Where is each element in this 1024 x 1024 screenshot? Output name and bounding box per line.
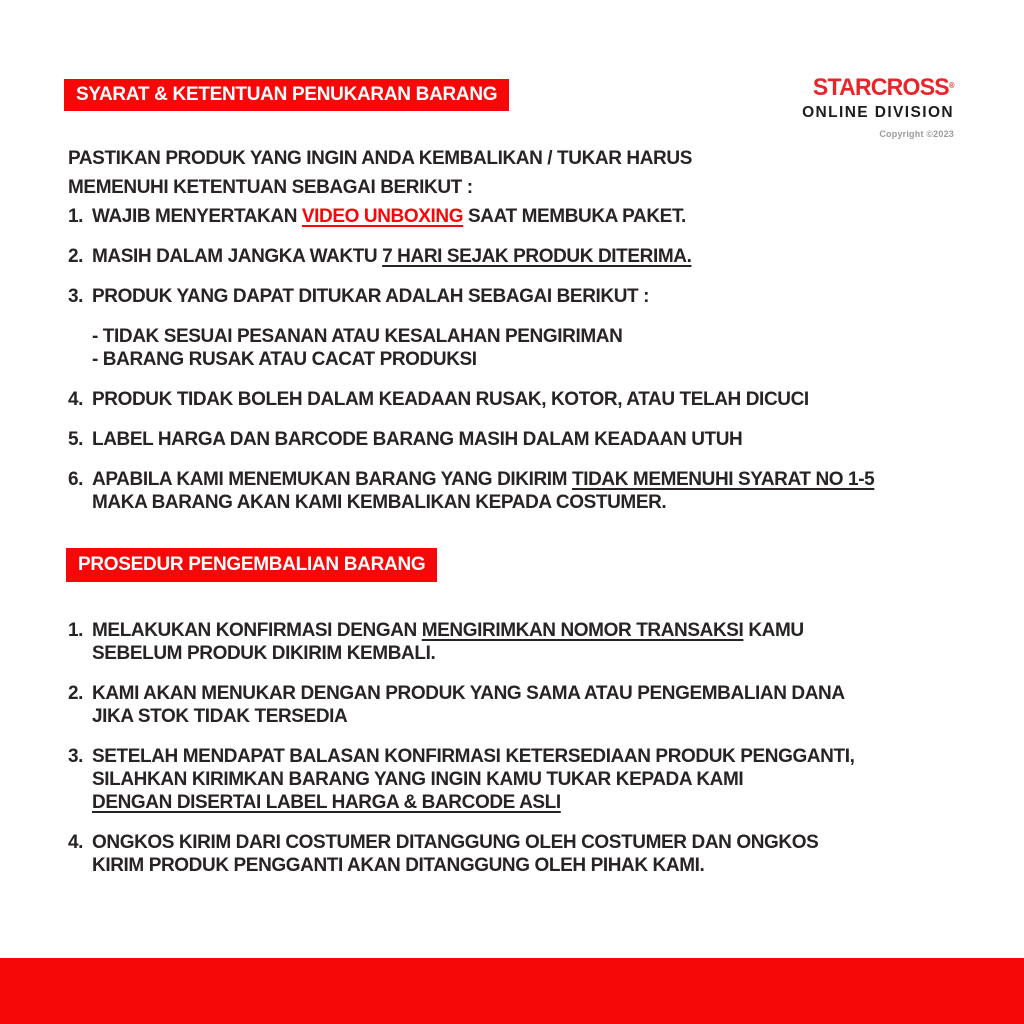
text-line bbox=[92, 831, 854, 854]
list-item bbox=[68, 388, 874, 411]
text-segment: MAKA BARANG AKAN KAMI KEMBALIKAN KEPADA COSTUMER. bbox=[92, 492, 667, 513]
item-number: 1. bbox=[68, 206, 84, 227]
list-item bbox=[68, 619, 854, 665]
text-line bbox=[92, 682, 854, 705]
footer-bar bbox=[0, 958, 1024, 1024]
text-line bbox=[92, 854, 854, 877]
underlined-text: 7 HARI SEJAK PRODUK DITERIMA. bbox=[382, 246, 692, 267]
text-segment: KIRIM PRODUK PENGGANTI AKAN DITANGGUNG OLEH PIHAK KAMI. bbox=[92, 855, 705, 876]
text-line bbox=[92, 428, 874, 451]
text-segment: WAJIB MENYERTAKAN bbox=[92, 206, 302, 227]
list-item bbox=[68, 428, 874, 451]
text-segment: LABEL HARGA DAN BARCODE BARANG MASIH DALAM KEADAAN UTUH bbox=[92, 429, 743, 450]
text-segment: SETELAH MENDAPAT BALASAN KONFIRMASI KETERSEDIAAN PRODUK PENGGANTI, bbox=[92, 746, 855, 767]
underlined-text: DENGAN DISERTAI LABEL HARGA & BARCODE ASLI bbox=[92, 792, 561, 813]
text-line bbox=[92, 325, 874, 348]
highlighted-link-text: VIDEO UNBOXING bbox=[301, 206, 464, 227]
text-line bbox=[92, 388, 874, 411]
text-line bbox=[92, 348, 874, 371]
item-number: 2. bbox=[68, 246, 84, 267]
list-item bbox=[68, 285, 874, 371]
brand-logo-text: STARCROSS bbox=[813, 74, 950, 101]
text-line bbox=[92, 768, 854, 791]
text-segment: MELAKUKAN KONFIRMASI DENGAN bbox=[92, 620, 422, 641]
text-line bbox=[92, 791, 854, 814]
item-number: 3. bbox=[68, 746, 84, 767]
text-segment: KAMI AKAN MENUKAR DENGAN PRODUK YANG SAMA ATAU PENGEMBALIAN DANA bbox=[92, 683, 845, 704]
section-title-terms: SYARAT & KETENTUAN PENUKARAN BARANG bbox=[64, 79, 509, 111]
procedure-list bbox=[68, 619, 854, 894]
text-line bbox=[92, 491, 874, 514]
text-segment: APABILA KAMI MENEMUKAN BARANG YANG DIKIRIM bbox=[92, 469, 572, 490]
text-segment: JIKA STOK TIDAK TERSEDIA bbox=[92, 706, 348, 727]
text-segment: SEBELUM PRODUK DIKIRIM KEMBALI. bbox=[92, 643, 436, 664]
list-item bbox=[68, 468, 874, 514]
text-line bbox=[92, 705, 854, 728]
text-segment: - TIDAK SESUAI PESANAN ATAU KESALAHAN PENGIRIMAN bbox=[92, 326, 623, 347]
intro-paragraph bbox=[68, 144, 692, 202]
text-line bbox=[92, 468, 874, 491]
text-segment: SAAT MEMBUKA PAKET. bbox=[463, 206, 686, 227]
text-line bbox=[92, 205, 874, 228]
list-item bbox=[68, 831, 854, 877]
text-line bbox=[92, 245, 874, 268]
item-number: 6. bbox=[68, 469, 84, 490]
text-segment: SILAHKAN KIRIMKAN BARANG YANG INGIN KAMU TUKAR KEPADA KAMI bbox=[92, 769, 744, 790]
list-item bbox=[68, 205, 874, 228]
list-item bbox=[68, 245, 874, 268]
underlined-text: TIDAK MEMENUHI SYARAT NO 1-5 bbox=[571, 469, 875, 490]
brand-logo bbox=[813, 76, 954, 100]
intro-line: PASTIKAN PRODUK YANG INGIN ANDA KEMBALIKAN / TUKAR HARUS bbox=[68, 148, 692, 169]
text-line bbox=[92, 285, 874, 308]
text-segment: ONGKOS KIRIM DARI COSTUMER DITANGGUNG OLEH COSTUMER DAN ONGKOS bbox=[92, 832, 819, 853]
text-segment: PRODUK YANG DAPAT DITUKAR ADALAH SEBAGAI BERIKUT : bbox=[92, 286, 650, 307]
list-item bbox=[68, 745, 854, 814]
brand-block bbox=[802, 76, 954, 139]
text-segment: PRODUK TIDAK BOLEH DALAM KEADAAN RUSAK, KOTOR, ATAU TELAH DICUCI bbox=[92, 389, 809, 410]
registered-mark-icon: ® bbox=[949, 81, 954, 90]
text-line bbox=[92, 642, 854, 665]
list-item bbox=[68, 682, 854, 728]
text-segment: KAMU bbox=[743, 620, 804, 641]
text-line bbox=[92, 745, 854, 768]
item-number: 5. bbox=[68, 429, 84, 450]
item-number: 1. bbox=[68, 620, 84, 641]
brand-subtitle: ONLINE DIVISION bbox=[802, 104, 954, 121]
text-segment: - BARANG RUSAK ATAU CACAT PRODUKSI bbox=[92, 349, 477, 370]
section-title-procedure: PROSEDUR PENGEMBALIAN BARANG bbox=[66, 548, 437, 582]
item-number: 2. bbox=[68, 683, 84, 704]
item-number: 3. bbox=[68, 286, 84, 307]
intro-line: MEMENUHI KETENTUAN SEBAGAI BERIKUT : bbox=[68, 177, 473, 198]
item-number: 4. bbox=[68, 832, 84, 853]
text-segment: MASIH DALAM JANGKA WAKTU bbox=[92, 246, 383, 267]
copyright-text: Copyright ©2023 bbox=[879, 129, 954, 139]
text-line bbox=[92, 619, 854, 642]
underlined-text: MENGIRIMKAN NOMOR TRANSAKSI bbox=[421, 620, 744, 641]
item-number: 4. bbox=[68, 389, 84, 410]
terms-list bbox=[68, 205, 874, 531]
